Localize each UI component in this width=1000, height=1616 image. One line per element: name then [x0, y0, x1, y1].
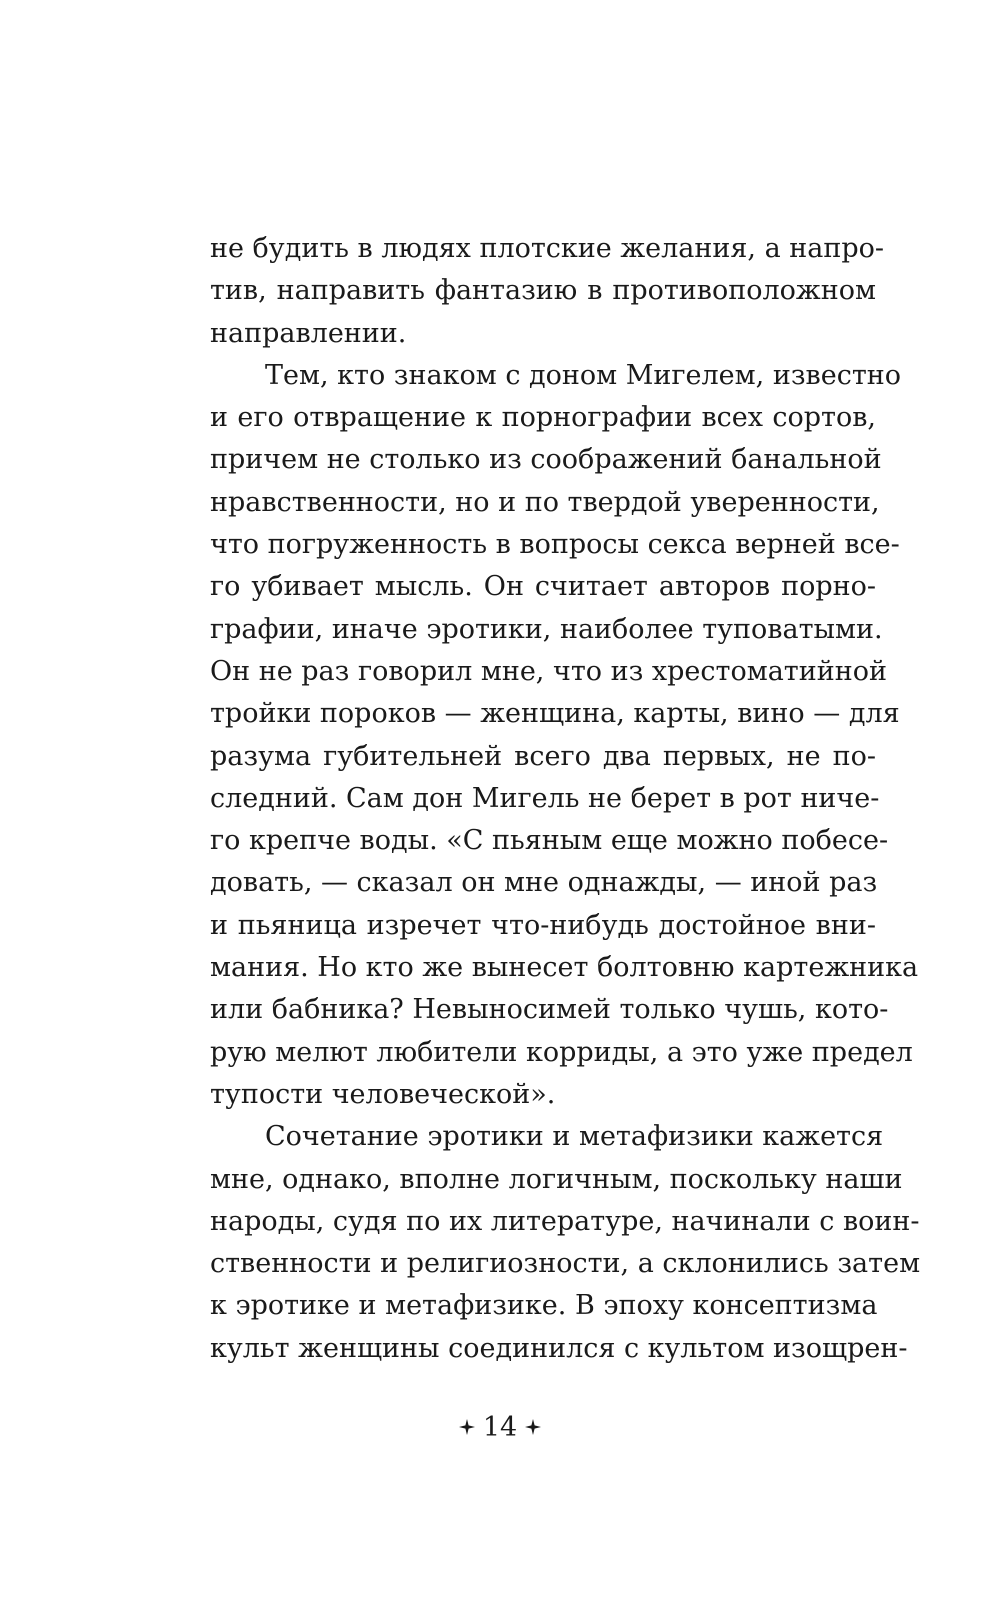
- text-line: мания. Но кто же вынесет болтовню картежника: [210, 952, 919, 984]
- text-line: тройки пороков — женщина, карты, вино — для: [210, 698, 900, 730]
- text-line: тупости человеческой».: [210, 1078, 556, 1110]
- text-line: что погруженность в вопросы секса верней все-: [210, 529, 900, 561]
- body-text: [210, 228, 921, 1370]
- text-line: не будить в людях плотские желания, а напро-: [210, 233, 885, 264]
- text-line: причем не столько из соображений банальной: [210, 444, 882, 476]
- text-line: Сочетание эротики и метафизики кажется: [265, 1121, 884, 1153]
- text-line: мне, однако, вполне логичным, поскольку наши: [210, 1163, 903, 1195]
- text-line: нравственности, но и по твердой уверенности,: [210, 486, 880, 518]
- text-line: довать, — сказал он мне однажды, — иной раз: [210, 867, 878, 899]
- text-line: графии, иначе эротики, наиболее туповатыми.: [210, 613, 883, 645]
- text-line: направлении.: [210, 317, 407, 349]
- page-footer: [0, 1412, 1000, 1444]
- text-line: тив, направить фантазию в противоположном: [210, 275, 876, 307]
- text-line: следний. Сам дон Мигель не берет в рот ниче-: [210, 782, 880, 814]
- text-line: разума губительней всего два первых, не по-: [210, 740, 876, 772]
- text-line: и его отвращение к порнографии всех сортов,: [210, 402, 876, 434]
- text-line: рую мелют любители корриды, а это уже предел: [210, 1036, 913, 1068]
- text-line: к эротике и метафизике. В эпоху консептизма: [210, 1290, 878, 1322]
- four-point-star-icon: [525, 1419, 541, 1435]
- text-line: и пьяница изречет что-нибудь достойное вни-: [210, 909, 876, 941]
- text-line: Он не раз говорил мне, что из хрестоматийной: [210, 655, 887, 687]
- text-line: или бабника? Невыносимей только чушь, кото-: [210, 994, 889, 1026]
- text-line: культ женщины соединился с культом изощрен-: [210, 1332, 908, 1364]
- text-line: Тем, кто знаком с доном Мигелем, известно: [265, 359, 902, 391]
- text-line: го убивает мысль. Он считает авторов порно-: [210, 571, 876, 603]
- text-line: ственности и религиозности, а склонились затем: [210, 1248, 921, 1280]
- four-point-star-icon: [459, 1419, 475, 1435]
- page-number: 14: [482, 1412, 518, 1443]
- text-line: го крепче воды. «С пьяным еще можно побесе-: [210, 825, 889, 857]
- text-line: народы, судя по их литературе, начинали с воин-: [210, 1205, 920, 1237]
